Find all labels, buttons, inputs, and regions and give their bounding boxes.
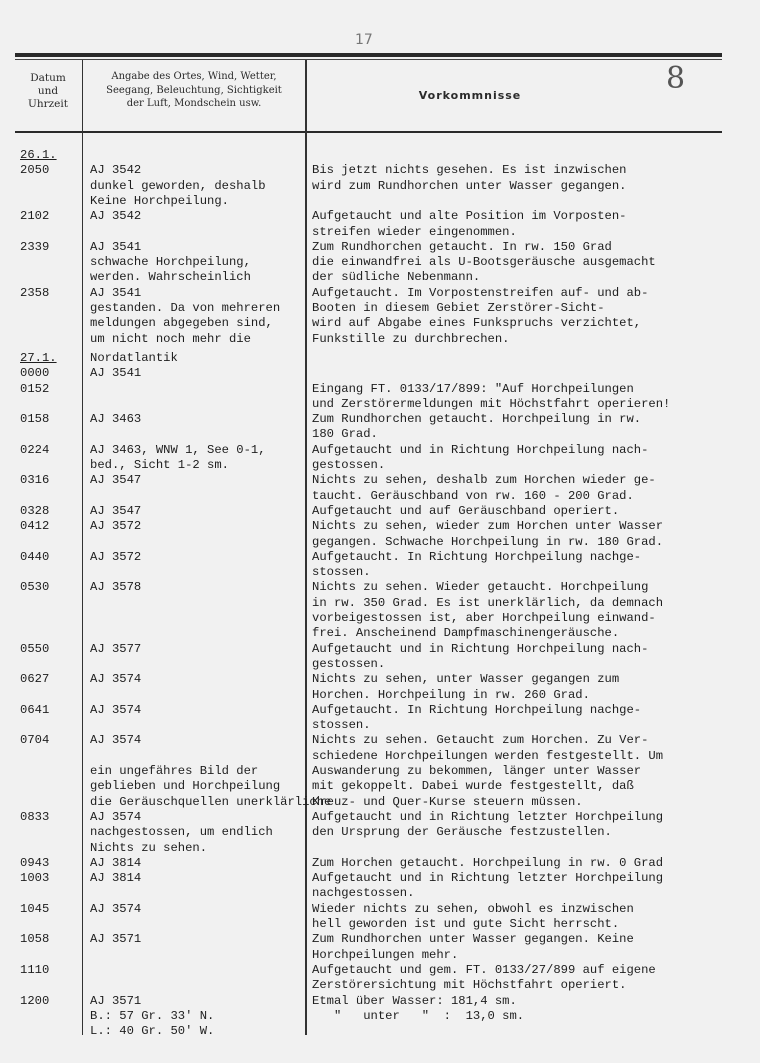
log-event: Aufgetaucht und in Richtung Horchpeilung nach- — [312, 442, 649, 457]
log-position: AJ 3542 — [90, 209, 142, 224]
log-time: 1200 — [20, 993, 50, 1008]
log-position: AJ 3463 — [90, 412, 142, 427]
log-position: AJ 3574 — [90, 901, 142, 916]
log-event: hell geworden ist und gute Sicht herrscht. — [312, 917, 620, 931]
log-event: Zerstörersichtung mit Höchstfahrt operiert. — [312, 978, 627, 993]
log-event: schiedene Horchpeilungen werden festgestellt. Um — [312, 748, 664, 763]
log-position: L.: 40 Gr. 50' W. — [90, 1024, 215, 1039]
log-event: Booten in diesem Gebiet Zerstörer-Sicht- — [312, 301, 605, 315]
log-position: AJ 3574 — [90, 809, 142, 824]
top-rule-thick — [15, 53, 722, 57]
log-event: Bis jetzt nichts gesehen. Es ist inzwischen — [312, 163, 627, 178]
log-time: 0328 — [20, 503, 50, 518]
log-event: Zum Rundhorchen unter Wasser gegangen. Keine — [312, 932, 634, 947]
log-event: Aufgetaucht und in Richtung Horchpeilung nach- — [312, 641, 649, 656]
log-event: Nichts zu sehen. Getaucht zum Horchen. Zu Ver- — [312, 733, 649, 748]
log-position: AJ 3572 — [90, 519, 142, 534]
log-event: taucht. Geräuschband von rw. 160 - 200 Grad. — [312, 488, 634, 503]
log-position: ein ungefähres Bild der — [90, 764, 259, 778]
log-position: AJ 3571 — [90, 932, 142, 947]
log-event: Aufgetaucht. Im Vorpostenstreifen auf- und ab- — [312, 285, 649, 300]
log-time: 0641 — [20, 702, 50, 717]
log-position: Nichts zu sehen. — [90, 840, 208, 855]
log-event: Aufgetaucht und alte Position im Vorposten- — [312, 209, 627, 224]
log-time: 0316 — [20, 473, 50, 488]
log-position: B.: 57 Gr. 33' N. — [90, 1008, 215, 1023]
log-position: AJ 3572 — [90, 549, 142, 564]
log-event: den Ursprung der Geräusche festzustellen. — [312, 825, 612, 840]
log-event: Aufgetaucht und in Richtung letzter Horchpeilung — [312, 809, 664, 824]
log-position: AJ 3577 — [90, 641, 142, 656]
header-events: Vorkommnisse — [418, 89, 522, 102]
log-time: 2102 — [20, 209, 50, 224]
log-event: Eingang FT. 0133/17/899: "Auf Horchpeilungen — [312, 381, 634, 396]
log-event: gegangen. Schwache Horchpeilung in rw. 180 Grad. — [312, 534, 664, 549]
log-position: AJ 3814 — [90, 871, 142, 886]
log-position: Keine Horchpeilung. — [90, 193, 229, 208]
log-position: AJ 3541 — [90, 285, 142, 300]
log-event: Kreuz- und Quer-Kurse steuern müssen. — [312, 794, 583, 809]
log-position: AJ 3541 — [90, 239, 142, 254]
header-place-line: Angabe des Ortes, Wind, Wetter, — [111, 71, 277, 82]
log-event: die einwandfrei als U-Bootsgeräusche ausgemacht — [312, 255, 656, 270]
log-time: 0158 — [20, 412, 50, 427]
log-event: Aufgetaucht. In Richtung Horchpeilung nachge- — [312, 549, 642, 564]
log-position: AJ 3574 — [90, 702, 142, 717]
log-position: nachgestossen, um endlich — [90, 825, 273, 840]
log-position: AJ 3814 — [90, 855, 142, 870]
header-place-line: der Luft, Mondschein usw. — [126, 98, 262, 109]
log-position: die Geräuschquellen unerklärliche — [90, 794, 332, 809]
header-place-weather — [86, 70, 302, 111]
log-time: 0440 — [20, 549, 50, 564]
top-rule-thin — [15, 59, 722, 60]
log-event: Aufgetaucht und auf Geräuschband operiert. — [312, 503, 620, 518]
log-event: streifen wieder eingenommen. — [312, 224, 517, 239]
log-time: 2339 — [20, 239, 50, 254]
log-time: 0530 — [20, 580, 50, 595]
log-position: AJ 3463, WNW 1, See 0-1, — [90, 442, 266, 457]
log-event: 180 Grad. — [312, 427, 378, 442]
log-event: stossen. — [312, 565, 371, 580]
log-time: 0550 — [20, 641, 50, 656]
log-time: 27.1. — [20, 350, 57, 365]
header-date-line: und — [37, 85, 59, 97]
header-date-line: Uhrzeit — [28, 98, 68, 110]
log-time: 2050 — [20, 163, 50, 178]
log-time: 0000 — [20, 366, 50, 381]
log-event: Etmal über Wasser: 181,4 sm. — [312, 993, 517, 1008]
log-position: dunkel geworden, deshalb — [90, 178, 266, 193]
log-position: AJ 3571 — [90, 993, 142, 1008]
log-event: Nichts zu sehen, deshalb zum Horchen wieder ge- — [312, 473, 656, 488]
log-time: 1058 — [20, 932, 50, 947]
log-time: 1045 — [20, 901, 50, 916]
log-event: wird zum Rundhorchen unter Wasser gegangen. — [312, 178, 627, 193]
log-position: AJ 3574 — [90, 733, 142, 748]
log-event: Zum Horchen getaucht. Horchpeilung in rw. 0 Grad — [312, 855, 664, 870]
log-time: 0943 — [20, 855, 50, 870]
log-time: 1003 — [20, 871, 50, 886]
log-time: 0152 — [20, 381, 50, 396]
log-position: um nicht noch mehr die — [90, 331, 251, 346]
log-event: Aufgetaucht und in Richtung letzter Horchpeilung — [312, 871, 664, 886]
log-event: stossen. — [312, 718, 371, 733]
log-event: " unter " : 13,0 sm. — [312, 1008, 525, 1023]
log-event: Aufgetaucht und gem. FT. 0133/27/899 auf eigene — [312, 962, 656, 977]
log-position: AJ 3541 — [90, 366, 142, 381]
log-position: AJ 3574 — [90, 672, 142, 687]
header-place-line: Seegang, Beleuchtung, Sichtigkeit — [106, 84, 282, 96]
column-divider-date — [82, 60, 83, 1035]
log-time: 0627 — [20, 672, 50, 687]
log-time: 0224 — [20, 442, 50, 457]
log-event: vorbeigestossen ist, aber Horchpeilung einwand- — [312, 611, 656, 625]
header-date-time — [16, 72, 80, 111]
log-position: AJ 3547 — [90, 473, 142, 488]
log-event: Auswanderung zu bekommen, länger unter Wasser — [312, 764, 642, 778]
log-position: AJ 3578 — [90, 580, 142, 595]
log-time: 26.1. — [20, 148, 57, 162]
header-date-line: Datum — [30, 72, 66, 84]
log-event: Zum Rundhorchen getaucht. Horchpeilung in rw. — [312, 412, 642, 427]
log-event: Horchpeilungen mehr. — [312, 947, 459, 962]
log-position: AJ 3542 — [90, 163, 142, 178]
log-position: werden. Wahrscheinlich — [90, 270, 251, 285]
log-event: wird auf Abgabe eines Funkspruchs verzichtet, — [312, 316, 642, 331]
log-position: schwache Horchpeilung, — [90, 255, 251, 270]
log-event: in rw. 350 Grad. Es ist unerklärlich, da demnach — [312, 595, 664, 610]
log-position: Nordatlantik — [90, 350, 178, 365]
log-position: bed., Sicht 1-2 sm. — [90, 458, 229, 472]
log-event: Nichts zu sehen. Wieder getaucht. Horchpeilung — [312, 580, 649, 595]
log-position: geblieben und Horchpeilung — [90, 779, 281, 794]
log-event: Nichts zu sehen, wieder zum Horchen unter Wasser — [312, 519, 664, 534]
log-event: mit gekoppelt. Dabei wurde festgestellt, daß — [312, 779, 634, 794]
log-event: Wieder nichts zu sehen, obwohl es inzwischen — [312, 901, 634, 916]
log-event: Zum Rundhorchen getaucht. In rw. 150 Grad — [312, 239, 612, 254]
log-event: Horchen. Horchpeilung in rw. 260 Grad. — [312, 687, 590, 702]
sheet-number: 8 — [666, 61, 686, 96]
log-event: der südliche Nebenmann. — [312, 270, 481, 285]
log-time: 1110 — [20, 962, 50, 977]
log-time: 0704 — [20, 733, 50, 748]
log-time: 2358 — [20, 285, 50, 300]
column-divider-place — [305, 60, 307, 1035]
header-rule — [15, 131, 722, 133]
log-event: Aufgetaucht. In Richtung Horchpeilung nachge- — [312, 702, 642, 717]
log-time: 0412 — [20, 519, 50, 534]
log-event: Funkstille zu durchbrechen. — [312, 331, 510, 346]
log-event: gestossen. — [312, 458, 386, 472]
log-event: nachgestossen. — [312, 886, 415, 901]
log-position: AJ 3547 — [90, 503, 142, 518]
log-event: Nichts zu sehen, unter Wasser gegangen zum — [312, 672, 620, 687]
log-position: meldungen abgegeben sind, — [90, 316, 273, 331]
page-number: 17 — [355, 32, 373, 48]
log-time: 0833 — [20, 809, 50, 824]
log-position: gestanden. Da von mehreren — [90, 301, 281, 315]
log-event: gestossen. — [312, 656, 386, 671]
log-event: und Zerstörermeldungen mit Höchstfahrt operieren! — [312, 396, 671, 411]
log-event: frei. Anscheinend Dampfmaschinengeräusche. — [312, 626, 620, 641]
